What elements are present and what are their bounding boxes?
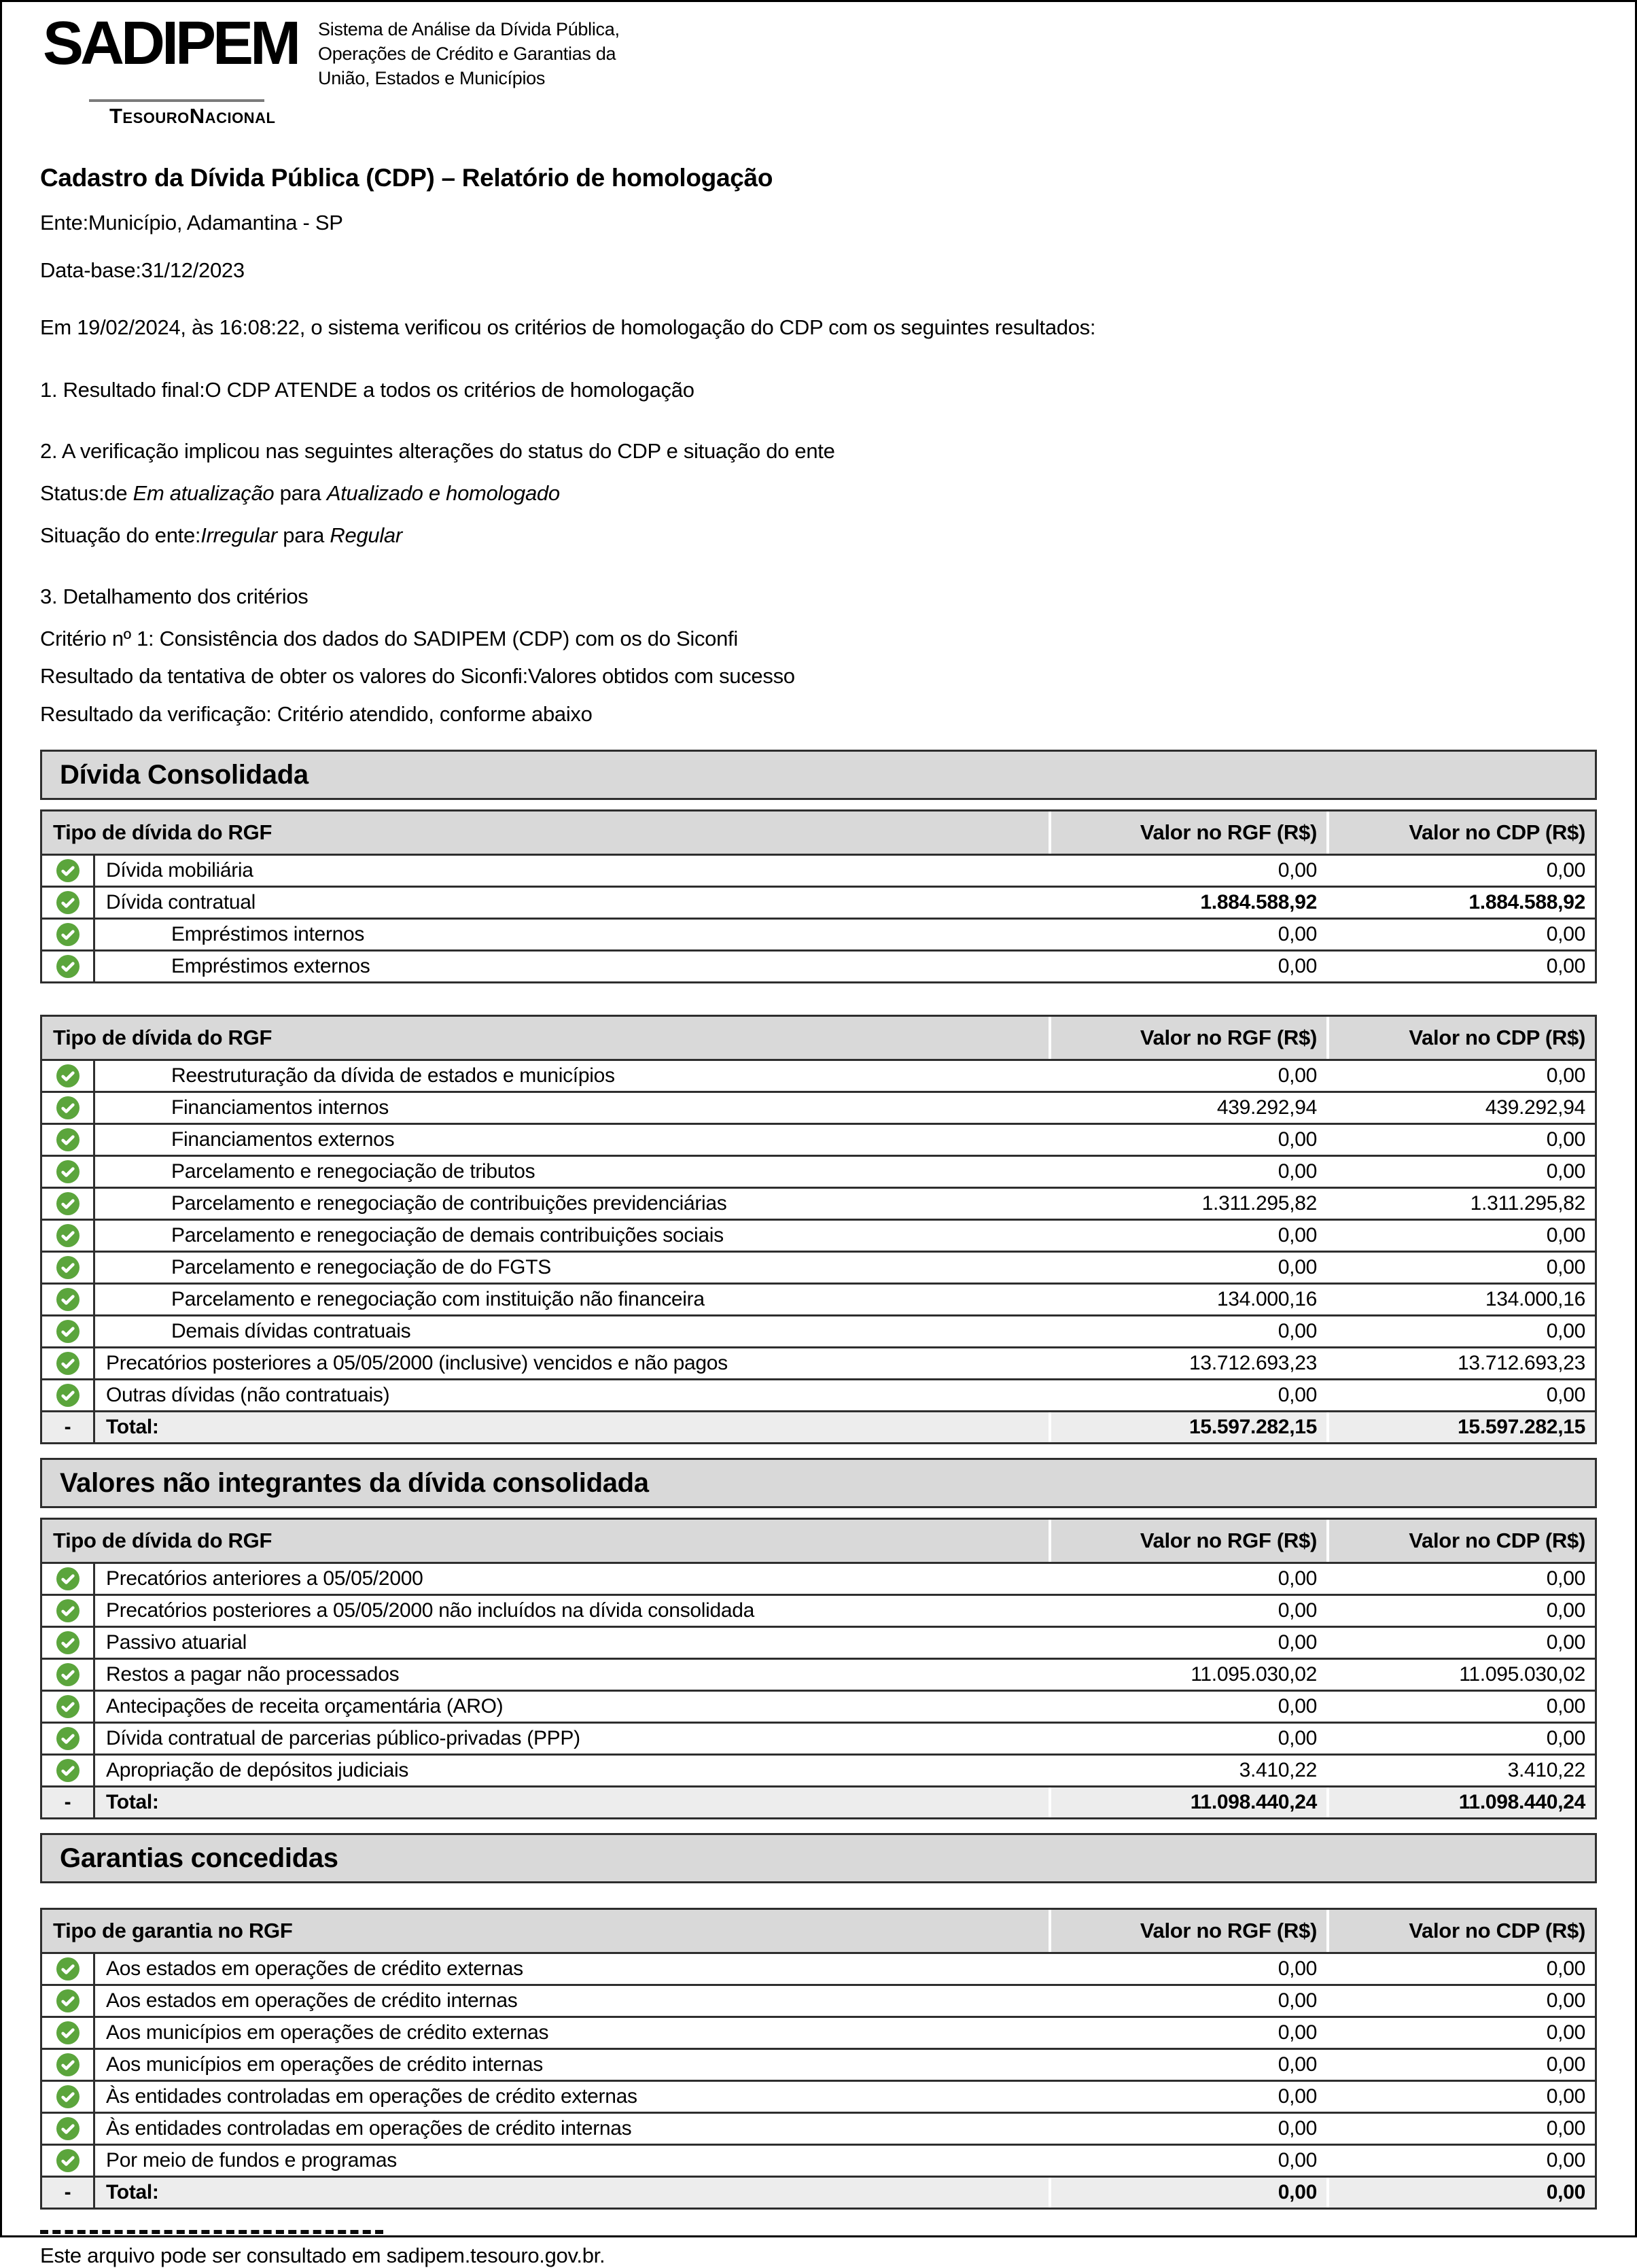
row-label: Precatórios anteriores a 05/05/2000 [106, 1567, 423, 1590]
table-header-row [42, 812, 1595, 856]
detail-criteria-line: 3. Detalhamento dos critérios [40, 584, 309, 608]
logo-header [2, 2, 1635, 146]
cdp-value-cell: 11.098.440,24 [1326, 1787, 1595, 1817]
row-label: Parcelamento e renegociação de do FGTS [171, 1256, 551, 1279]
total-row [42, 1412, 1595, 1444]
row-label: Dívida contratual de parcerias público-privadas (PPP) [106, 1727, 580, 1750]
section-title-band [40, 1458, 1597, 1508]
table-row [42, 1125, 1595, 1157]
intro-line: Em 19/02/2024, às 16:08:22, o sistema verificou os critérios de homologação do CDP com os seguintes resultados: [40, 315, 1096, 339]
logo-divider [89, 99, 264, 102]
cdp-value-cell: 0,00 [1546, 1128, 1585, 1151]
table-row [42, 1628, 1595, 1660]
tagline-line-2: Operações de Crédito e Garantias da [318, 43, 616, 64]
table-row [42, 1724, 1595, 1756]
cdp-value-cell: 134.000,16 [1485, 1288, 1585, 1311]
section-3 [40, 1833, 1597, 2210]
row-label: Precatórios posteriores a 05/05/2000 (inclusive) vencidos e não pagos [106, 1352, 728, 1375]
rgf-value-cell: 15.597.282,15 [1049, 1412, 1326, 1442]
table-row [42, 1692, 1595, 1724]
check-circle-icon [56, 1695, 80, 1718]
row-label: Parcelamento e renegociação com instituição não financeira [171, 1288, 705, 1311]
cdp-value-cell: 0,00 [1546, 1727, 1585, 1750]
table-gap [40, 800, 1597, 809]
status-cell [42, 1061, 95, 1091]
tagline-line-1: Sistema de Análise da Dívida Pública, [318, 19, 620, 39]
cdp-value-cell: 13.712.693,23 [1458, 1352, 1585, 1375]
check-circle-icon [56, 1256, 80, 1279]
section-title-band [40, 1833, 1597, 1883]
status-cell [42, 920, 95, 949]
table-row [42, 1093, 1595, 1125]
status-cell [42, 1412, 95, 1442]
cdp-value-cell: 0,00 [1546, 923, 1585, 946]
check-circle-icon [56, 1064, 80, 1087]
cdp-value-cell: 0,00 [1546, 1695, 1585, 1718]
col-header-cdp: Valor no CDP (R$) [1326, 1520, 1595, 1562]
col-header-cdp: Valor no CDP (R$) [1326, 812, 1595, 854]
row-label: Aos estados em operações de crédito externas [106, 1957, 523, 1981]
rgf-value-cell: 439.292,94 [1216, 1096, 1317, 1119]
status-cell [42, 1093, 95, 1123]
situacao-to: Regular [330, 523, 402, 547]
debt-table [40, 1518, 1597, 1819]
table-row [42, 1564, 1595, 1596]
rgf-value-cell: 0,00 [1278, 1160, 1317, 1183]
dash-icon: - [64, 1416, 71, 1439]
rgf-value-cell: 1.311.295,82 [1201, 1192, 1317, 1215]
status-cell [42, 888, 95, 918]
status-cell [42, 1954, 95, 1984]
status-to: Atualizado e homologado [326, 481, 560, 505]
col-header-tipo: Tipo de garantia no RGF [53, 1919, 293, 1943]
rgf-value-cell: 0,00 [1278, 2149, 1317, 2172]
table-sections [40, 750, 1597, 2210]
rgf-value-cell: 134.000,16 [1216, 1288, 1317, 1311]
cdp-value-cell: 15.597.282,15 [1326, 1412, 1595, 1442]
check-circle-icon [56, 1727, 80, 1750]
rgf-value-cell: 0,00 [1278, 1128, 1317, 1151]
table-row [42, 1157, 1595, 1189]
check-circle-icon [56, 1567, 80, 1590]
row-label: Aos municípios em operações de crédito internas [106, 2053, 543, 2076]
cdp-value-cell: 0,00 [1546, 1320, 1585, 1343]
status-cell [42, 1316, 95, 1346]
table-gap [40, 1883, 1597, 1908]
row-label: Aos municípios em operações de crédito externas [106, 2021, 549, 2044]
rgf-value-cell: 0,00 [1278, 1599, 1317, 1622]
rgf-value-cell: 0,00 [1278, 859, 1317, 882]
row-label: Parcelamento e renegociação de demais contribuições sociais [171, 1224, 724, 1247]
row-label: Total: [106, 1791, 159, 1814]
debt-table [40, 1908, 1597, 2210]
row-label: Total: [106, 2181, 159, 2204]
cdp-value-cell: 0,00 [1546, 1957, 1585, 1981]
report-footer [2, 2230, 1635, 2268]
rgf-value-cell: 0,00 [1278, 955, 1317, 978]
col-header-tipo: Tipo de dívida do RGF [53, 820, 272, 845]
cdp-value-cell: 0,00 [1546, 1989, 1585, 2012]
check-circle-icon [56, 2085, 80, 2108]
row-label: Outras dívidas (não contratuais) [106, 1384, 390, 1407]
rgf-value-cell: 0,00 [1278, 1320, 1317, 1343]
resultado-verificacao-line: Resultado da verificação: Critério atendido, conforme abaixo [40, 702, 593, 727]
status-cell [42, 2050, 95, 2080]
col-header-cdp: Valor no CDP (R$) [1326, 1017, 1595, 1059]
cdp-value-cell: 0,00 [1546, 2053, 1585, 2076]
status-cell [42, 1756, 95, 1785]
cdp-value-cell: 1.884.588,92 [1468, 891, 1585, 914]
row-label: Precatórios posteriores a 05/05/2000 não incluídos na dívida consolidada [106, 1599, 755, 1622]
section-2 [40, 1458, 1597, 1819]
table-row [42, 1954, 1595, 1986]
dash-icon: - [64, 2181, 71, 2204]
table-row [42, 1316, 1595, 1348]
row-label: Dívida mobiliária [106, 859, 253, 882]
cdp-value-cell: 0,00 [1546, 1567, 1585, 1590]
rgf-value-cell: 0,00 [1278, 2053, 1317, 2076]
status-cell [42, 1125, 95, 1155]
status-cell [42, 1596, 95, 1626]
table-row [42, 1061, 1595, 1093]
rgf-value-cell: 0,00 [1278, 1727, 1317, 1750]
col-header-tipo: Tipo de dívida do RGF [53, 1529, 272, 1553]
table-row [42, 2082, 1595, 2114]
table-gap [40, 983, 1597, 1015]
check-circle-icon [56, 1663, 80, 1686]
row-label: Empréstimos internos [171, 923, 365, 946]
status-cell [42, 1692, 95, 1722]
cdp-value-cell: 3.410,22 [1507, 1759, 1585, 1782]
cdp-value-cell: 0,00 [1546, 1064, 1585, 1087]
status-cell [42, 1660, 95, 1690]
footer-dashed-separator [40, 2230, 383, 2234]
result-final-line: 1. Resultado final:O CDP ATENDE a todos os critérios de homologação [40, 377, 694, 402]
status-cell [42, 2114, 95, 2144]
rgf-value-cell: 0,00 [1278, 1384, 1317, 1407]
check-circle-icon [56, 2117, 80, 2140]
check-circle-icon [56, 2021, 80, 2044]
rgf-value-cell: 11.095.030,02 [1191, 1663, 1317, 1686]
rgf-value-cell: 0,00 [1049, 2178, 1326, 2208]
check-circle-icon [56, 1759, 80, 1782]
row-label: Reestruturação da dívida de estados e municípios [171, 1064, 615, 1087]
table-row [42, 1380, 1595, 1412]
rgf-value-cell: 0,00 [1278, 2085, 1317, 2108]
status-cell [42, 1348, 95, 1378]
status-cell [42, 1380, 95, 1410]
verification-line: 2. A verificação implicou nas seguintes alterações do status do CDP e situação do ente [40, 438, 835, 463]
tagline-line-3: União, Estados e Municípios [318, 68, 546, 88]
sadipem-logo: SADIPEM [43, 10, 298, 77]
table-row [42, 1285, 1595, 1316]
table-row [42, 2114, 1595, 2146]
table-row [42, 1189, 1595, 1221]
row-label: Passivo atuarial [106, 1631, 247, 1654]
ente-line: Ente:Município, Adamantina - SP [40, 210, 343, 234]
rgf-value-cell: 0,00 [1278, 1224, 1317, 1247]
table-row [42, 1986, 1595, 2018]
check-circle-icon [56, 1160, 80, 1183]
col-header-rgf: Valor no RGF (R$) [1049, 1910, 1326, 1952]
nacional-word: Nacional [189, 104, 276, 128]
cdp-value-cell: 0,00 [1546, 1631, 1585, 1654]
status-cell [42, 1564, 95, 1594]
cdp-value-cell: 0,00 [1546, 1384, 1585, 1407]
check-circle-icon [56, 1288, 80, 1311]
total-row [42, 2178, 1595, 2210]
status-cell [42, 1189, 95, 1219]
rgf-value-cell: 0,00 [1278, 1631, 1317, 1654]
table-row [42, 1596, 1595, 1628]
rgf-value-cell: 13.712.693,23 [1189, 1352, 1317, 1375]
rgf-value-cell: 0,00 [1278, 1064, 1317, 1087]
status-mid: para [274, 481, 327, 505]
check-circle-icon [56, 1631, 80, 1654]
situacao-line [40, 523, 1597, 548]
situacao-prefix: Situação do ente: [40, 523, 201, 547]
cdp-value-cell: 0,00 [1546, 1160, 1585, 1183]
cdp-value-cell: 1.311.295,82 [1470, 1192, 1585, 1215]
row-label: Aos estados em operações de crédito internas [106, 1989, 518, 2012]
tesouro-word: Tesouro [109, 104, 190, 128]
situacao-mid: para [277, 523, 330, 547]
status-prefix: Status:de [40, 481, 133, 505]
col-header-rgf: Valor no RGF (R$) [1049, 812, 1326, 854]
col-header-cdp: Valor no CDP (R$) [1326, 1910, 1595, 1952]
table-row [42, 2146, 1595, 2178]
rgf-value-cell: 0,00 [1278, 1989, 1317, 2012]
row-label: Apropriação de depósitos judiciais [106, 1759, 409, 1782]
check-circle-icon [56, 2053, 80, 2076]
col-header-rgf: Valor no RGF (R$) [1049, 1520, 1326, 1562]
cdp-value-cell: 0,00 [1326, 2178, 1595, 2208]
check-circle-icon [56, 1192, 80, 1215]
total-row [42, 1787, 1595, 1819]
rgf-value-cell: 0,00 [1278, 1567, 1317, 1590]
debt-table [40, 1015, 1597, 1444]
rgf-value-cell: 0,00 [1278, 2117, 1317, 2140]
resultado-tentativa-line: Resultado da tentativa de obter os valores do Siconfi:Valores obtidos com sucesso [40, 664, 795, 688]
cdp-value-cell: 0,00 [1546, 2021, 1585, 2044]
check-circle-icon [56, 1096, 80, 1119]
cdp-value-cell: 11.095.030,02 [1459, 1663, 1585, 1686]
rgf-value-cell: 3.410,22 [1239, 1759, 1317, 1782]
database-line: Data-base:31/12/2023 [40, 258, 245, 282]
criterio-line: Critério nº 1: Consistência dos dados do SADIPEM (CDP) com os do Siconfi [40, 626, 738, 650]
check-circle-icon [56, 2149, 80, 2172]
check-circle-icon [56, 1128, 80, 1151]
section-title-band [40, 750, 1597, 800]
cdp-value-cell: 0,00 [1546, 1256, 1585, 1279]
cdp-value-cell: 0,00 [1546, 2085, 1585, 2108]
status-cell [42, 1253, 95, 1283]
cdp-value-cell: 0,00 [1546, 1599, 1585, 1622]
rgf-value-cell: 0,00 [1278, 1695, 1317, 1718]
cdp-value-cell: 0,00 [1546, 859, 1585, 882]
report-body [2, 164, 1635, 2210]
row-label: Parcelamento e renegociação de tributos [171, 1160, 535, 1183]
logo-tagline [318, 17, 620, 90]
rgf-value-cell: 1.884.588,92 [1200, 891, 1317, 914]
table-row [42, 1253, 1595, 1285]
table-header-row [42, 1520, 1595, 1564]
section-title: Garantias concedidas [60, 1843, 338, 1873]
table-gap [40, 1508, 1597, 1518]
rgf-value-cell: 11.098.440,24 [1049, 1787, 1326, 1817]
status-cell [42, 2018, 95, 2048]
section-title: Dívida Consolidada [60, 759, 309, 790]
status-cell [42, 2146, 95, 2176]
row-label: Às entidades controladas em operações de crédito externas [106, 2085, 637, 2108]
status-cell [42, 2178, 95, 2208]
check-circle-icon [56, 1352, 80, 1375]
check-circle-icon [56, 1957, 80, 1981]
check-circle-icon [56, 1599, 80, 1622]
table-row [42, 1348, 1595, 1380]
rgf-value-cell: 0,00 [1278, 923, 1317, 946]
table-row [42, 888, 1595, 920]
cdp-value-cell: 0,00 [1546, 2149, 1585, 2172]
check-circle-icon [56, 1224, 80, 1247]
table-row [42, 1221, 1595, 1253]
page-title: Cadastro da Dívida Pública (CDP) – Relatório de homologação [40, 164, 773, 192]
status-cell [42, 1787, 95, 1817]
status-cell [42, 952, 95, 981]
row-label: Às entidades controladas em operações de crédito internas [106, 2117, 632, 2140]
row-label: Financiamentos internos [171, 1096, 389, 1119]
check-circle-icon [56, 1989, 80, 2012]
debt-table [40, 809, 1597, 983]
row-label: Demais dívidas contratuais [171, 1320, 411, 1343]
section-title: Valores não integrantes da dívida consolidada [60, 1467, 649, 1498]
table-row [42, 2050, 1595, 2082]
dash-icon: - [64, 1791, 71, 1814]
rgf-value-cell: 0,00 [1278, 2021, 1317, 2044]
status-from: Em atualização [133, 481, 275, 505]
col-header-tipo: Tipo de dívida do RGF [53, 1026, 272, 1050]
row-label: Dívida contratual [106, 891, 256, 914]
row-label: Financiamentos externos [171, 1128, 395, 1151]
table-row [42, 920, 1595, 952]
rgf-value-cell: 0,00 [1278, 1256, 1317, 1279]
check-circle-icon [56, 859, 80, 882]
row-label: Restos a pagar não processados [106, 1663, 400, 1686]
status-cell [42, 2082, 95, 2112]
table-row [42, 952, 1595, 983]
row-label: Por meio de fundos e programas [106, 2149, 397, 2172]
table-row [42, 856, 1595, 888]
footer-note: Este arquivo pode ser consultado em sadipem.tesouro.gov.br. [40, 2244, 605, 2268]
cdp-value-cell: 439.292,94 [1485, 1096, 1585, 1119]
cdp-value-cell: 0,00 [1546, 2117, 1585, 2140]
table-header-row [42, 1017, 1595, 1061]
cdp-value-cell: 0,00 [1546, 1224, 1585, 1247]
row-label: Parcelamento e renegociação de contribuições previdenciárias [171, 1192, 727, 1215]
row-label: Total: [106, 1416, 159, 1439]
row-label: Empréstimos externos [171, 955, 370, 978]
table-row [42, 1660, 1595, 1692]
cdp-value-cell: 0,00 [1546, 955, 1585, 978]
check-circle-icon [56, 923, 80, 946]
tesouro-nacional-wordmark [109, 104, 275, 128]
col-header-rgf: Valor no RGF (R$) [1049, 1017, 1326, 1059]
status-cell [42, 856, 95, 886]
rgf-value-cell: 0,00 [1278, 1957, 1317, 1981]
section-1 [40, 750, 1597, 1444]
status-cell [42, 1221, 95, 1251]
row-label: Antecipações de receita orçamentária (ARO) [106, 1695, 504, 1718]
check-circle-icon [56, 955, 80, 978]
table-row [42, 2018, 1595, 2050]
check-circle-icon [56, 1320, 80, 1343]
table-header-row [42, 1910, 1595, 1954]
status-cell [42, 1724, 95, 1754]
check-circle-icon [56, 1384, 80, 1407]
situacao-from: Irregular [200, 523, 277, 547]
status-cell [42, 1986, 95, 2016]
status-cell [42, 1157, 95, 1187]
status-cell [42, 1628, 95, 1658]
status-line [40, 481, 1597, 506]
check-circle-icon [56, 891, 80, 914]
table-row [42, 1756, 1595, 1787]
status-cell [42, 1285, 95, 1314]
